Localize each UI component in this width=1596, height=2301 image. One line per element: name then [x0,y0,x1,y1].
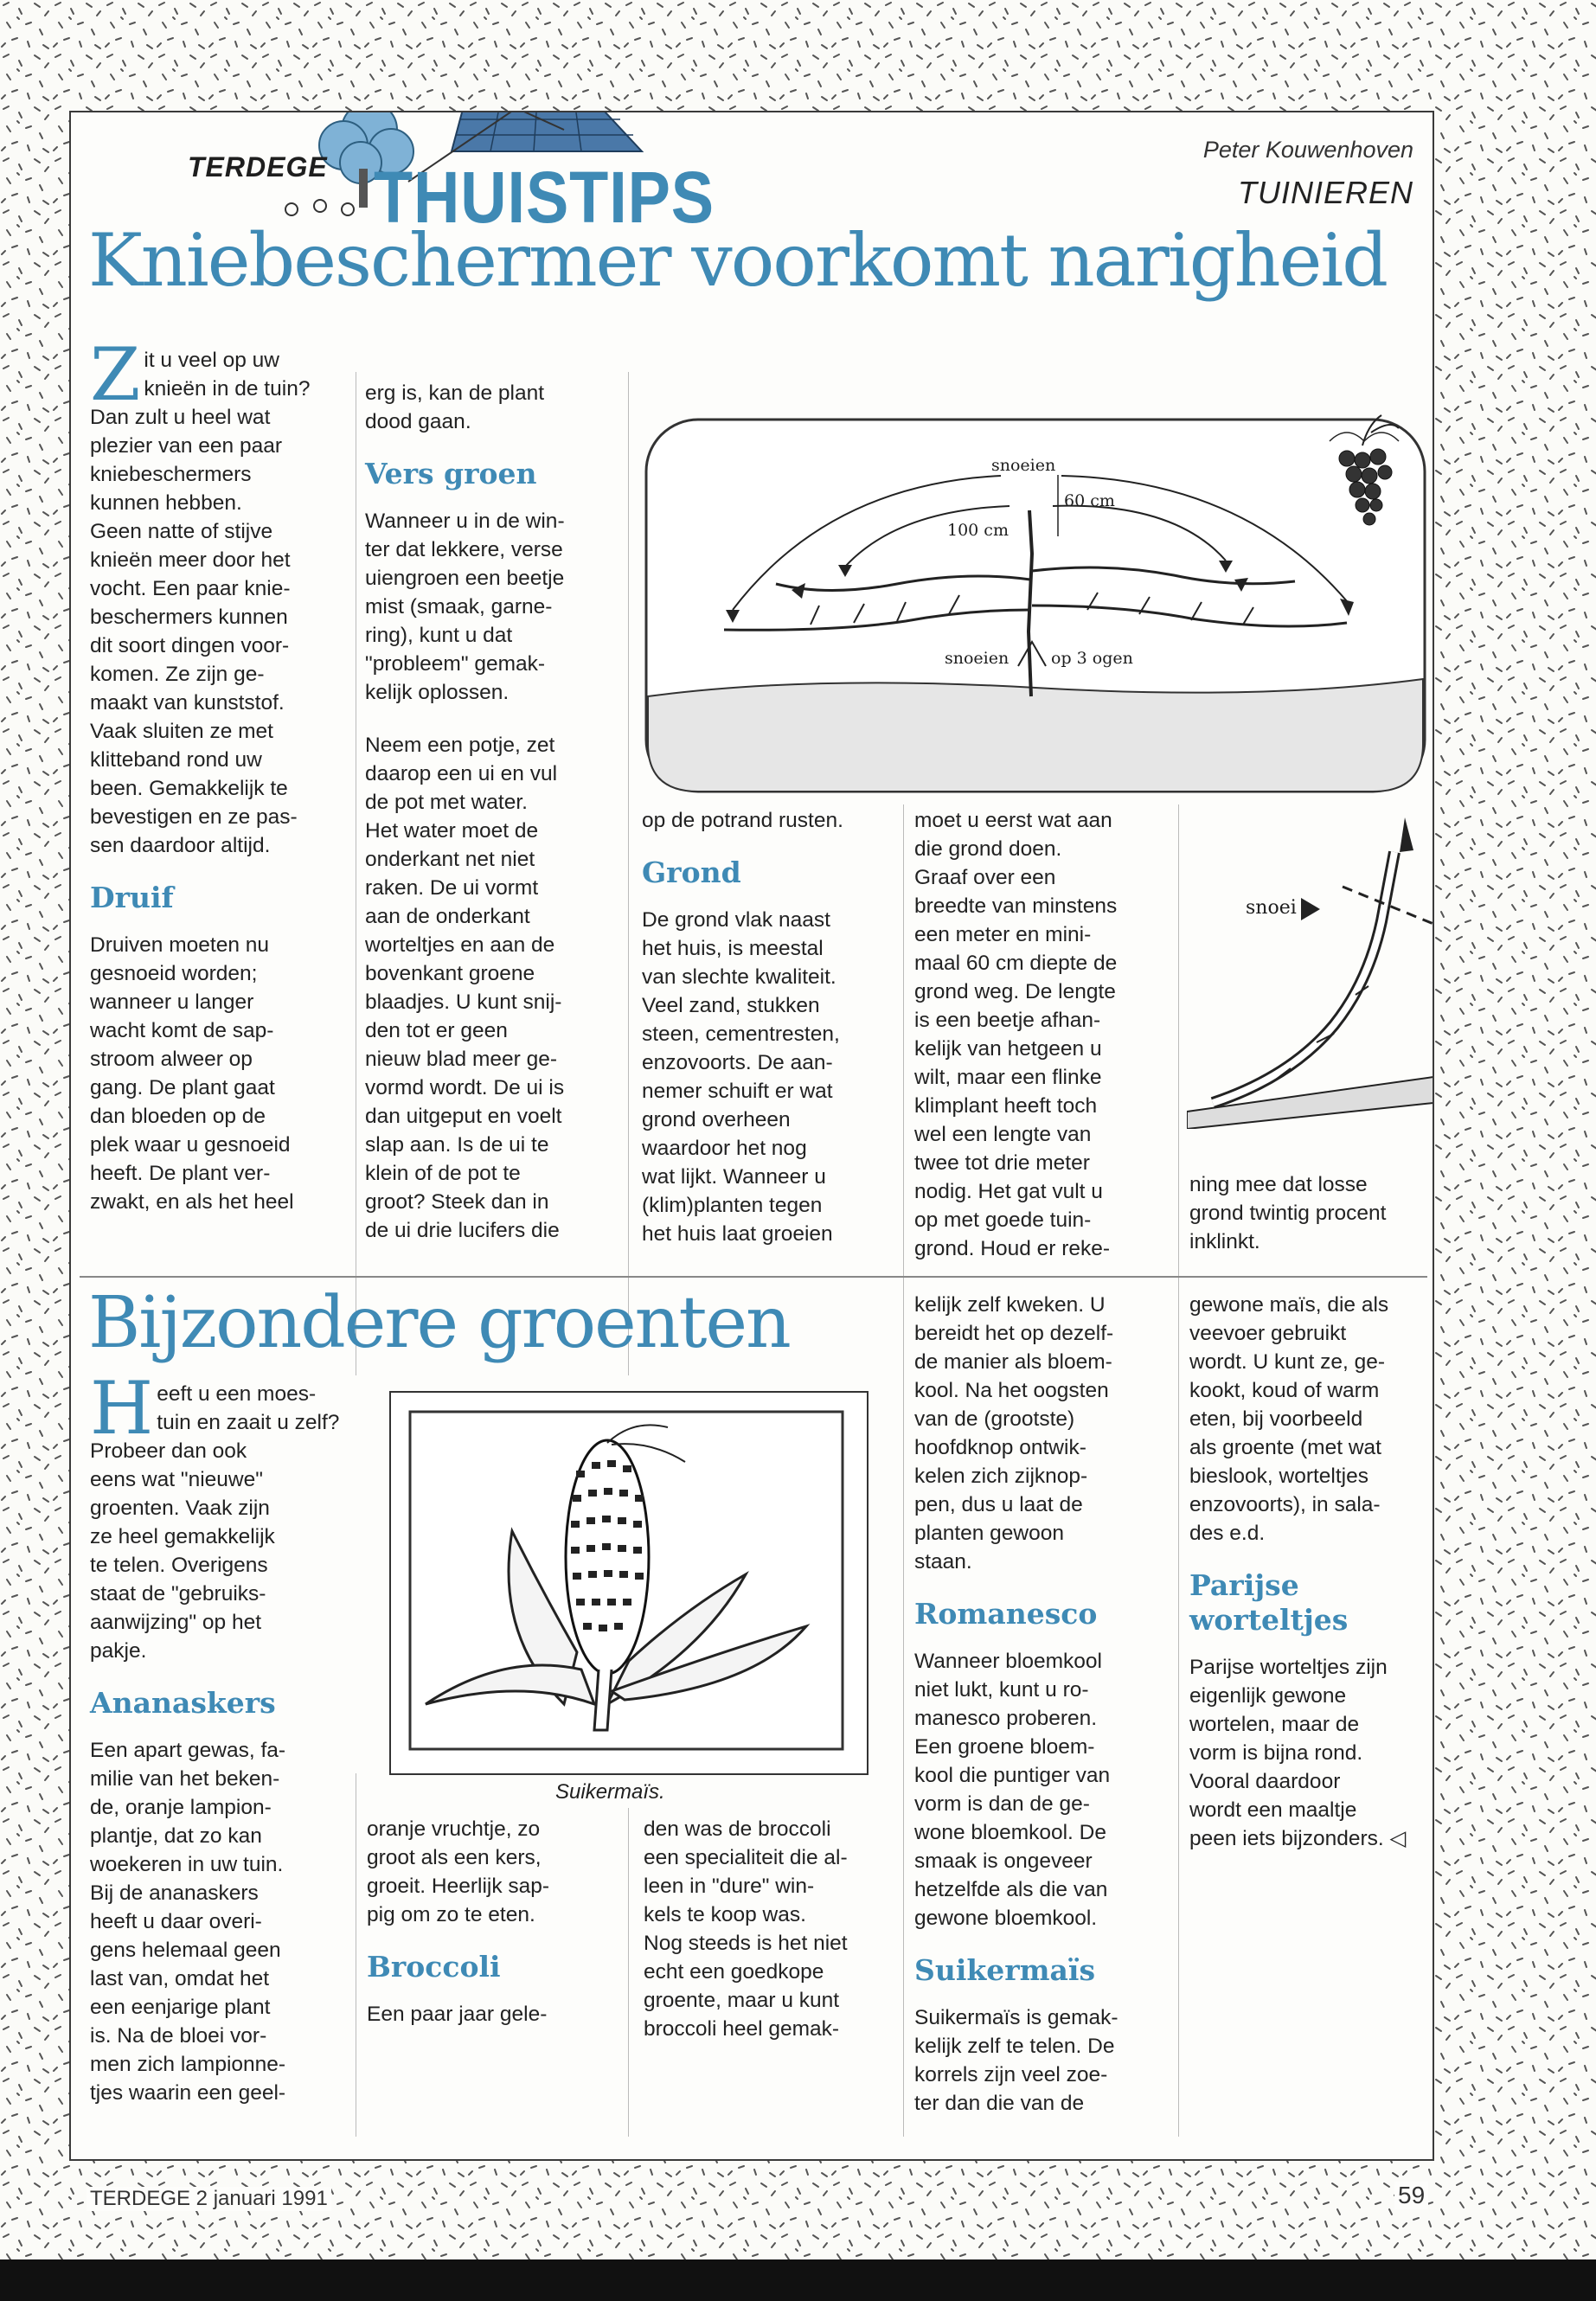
article2-romanesco-text: Wanneer bloemkool niet lukt, kunt u ro- manesco proberen. Een groene bloem- kool die puntiger van vorm is dan de ge- wone bloemkool. De smaak is ongeveer hetzelfde als die van gewone bloemkool. [914,1650,1111,1930]
subheading-romanesco: Romanesco [914,1597,1098,1631]
article2-col5-lead: gewone maïs, die als veevoer gebruikt wordt. U kunt ze, ge- kookt, koud of warm eten, bij voorbeeld als groente (met wat bieslook, worteltjes enzovoorts), in sala- des e.d. [1189,1293,1389,1545]
article1-col4-text: moet u eerst wat aan die grond doen. Graaf over een breedte van minstens een meter en mini- maal 60 cm diepte de grond weg. De lengte is een beetje afhan- kelijk van hetgeen u wilt, maar een flinke klimplant heeft toch wel een lengte van twee tot drie meter nodig. Het gat vult u op met goede tuin- grond. Houd er reke- [914,809,1118,1260]
article2-suikermais-text: Suikermaïs is gemak- kelijk zelf te telen. De korrels zijn veel zoe- ter dan die van de [914,2006,1118,2115]
subheading-parijse-worteltjes: Parijse worteltjes [1189,1568,1349,1637]
grape-pruning-diagram [638,398,1429,800]
corn-caption: Suikermaïs. [555,1780,665,1804]
snoei-arrow-icon [1301,898,1320,920]
bottom-bar [0,2259,1596,2301]
article1-column-5 [1189,1170,1434,1256]
vine-branch-svg [1187,817,1433,1129]
footer-publication: TERDEGE 2 januari 1991 [87,2187,331,2211]
article1-col3-lead: op de potrand rusten. [642,809,843,832]
diagram-label-op-3-ogen: op 3 ogen [1051,649,1133,668]
article1-vers-groen-text: Wanneer u in de win- ter dat lekkere, verse uiengroen een beetje mist (smaak, garne- ring), kunt u dat "probleem" gemak- kelijk oplossen. [365,510,565,704]
article2-col3-text: den was de broccoli een specialiteit die al- leen in "dure" win- kels te koop was. Nog steeds is het niet echt een goedkope groente, maar u kunt broccoli heel gemak- [644,1817,848,2041]
section-logo-thuistips: THUISTIPS [374,157,715,238]
dropcap-h: H [90,1366,154,1451]
column-divider [903,1289,904,2137]
brand-terdege: TERDEGE [188,151,328,183]
corn-cob-svg [391,1393,863,1770]
column-divider [628,372,629,1375]
diagram-label-snoeien-bottom: snoeien [945,649,1010,668]
footer-page-number: 59 [1394,2182,1428,2209]
snoei-label: snoei [1246,897,1297,919]
article1-column-2 [365,379,616,1245]
article2-col2-lead: oranje vruchtje, zo groot als een kers, groeit. Heerlijk sap- pig om zo te eten. [367,1817,550,1926]
article1-column-1 [90,332,349,1216]
subheading-druif: Druif [90,881,174,914]
article1-intro: it u veel op uw knieën in de tuin? Dan zult u heel wat plezier van een paar kniebeschermers kunnen hebben. Geen natte of stijve knieën meer door het vocht. Een paar knie- beschermers kunnen dit soort dingen voor- komen. Ze zijn ge- maakt van kunststof. Vaak sluiten ze met klitteband rond uw been. Gemakkelijk te bevestigen en ze pas- sen daardoor altijd. [90,349,311,857]
column-divider [1178,1289,1179,2137]
subheading-suikermais: Suikermaïs [914,1953,1096,1987]
article-divider [80,1276,1427,1278]
subheading-ananaskers: Ananaskers [90,1686,276,1720]
article1-column-3 [642,806,893,1248]
article2-ananaskers-text: Een apart gewas, fa- milie van het beken- de, oranje lampion- plantje, dat zo kan woekeren in uw tuin. Bij de ananaskers heeft u daar overi- gens helemaal geen last van, omdat het een eenjarige plant is. Na de bloei vor- men zich lampionne- tjes waarin een geel- [90,1739,286,2105]
magazine-page [69,111,1434,2161]
article1-col2-lead: erg is, kan de plant dood gaan. [365,381,545,433]
diagram-label-snoeien-top: snoeien [988,456,1059,475]
article1-title: Kniebeschermer voorkomt narigheid [88,218,1388,303]
article1-column-4 [914,806,1170,1263]
article1-potje-text: Neem een potje, zet daarop een ui en vul de pot met water. Het water moet de onderkant net niet raken. De ui vormt aan de onderkant worteltjes en aan de bovenkant groene blaadjes. U kunt snij- den tot er geen nieuw blad meer ge- vormd wordt. De ui is dan uitgeput en voelt slap aan. Is de ui te klein of de pot te groot? Steek dan in de ui drie lucifers die [365,734,565,1242]
article1-col5-text: ning mee dat losse grond twintig procent inklinkt. [1189,1173,1387,1253]
article2-broccoli-text: Een paar jaar gele- [367,2003,548,2026]
subheading-grond: Grond [642,856,741,889]
diagram-label-100cm: 100 cm [945,521,1011,540]
subheading-broccoli: Broccoli [367,1950,501,1984]
article2-column-2 [367,1815,618,2029]
column-divider [628,1808,629,2137]
vine-snoei-illustration [1187,817,1433,1129]
subheading-vers-groen: Vers groen [365,457,537,490]
author: Peter Kouwenhoven [1202,137,1413,163]
article2-parijse-text: Parijse worteltjes zijn eigenlijk gewone wortelen, maar de vorm is bijna rond. Vooral daardoor wordt een maaltje peen iets bijzonders. ◁ [1189,1656,1407,1850]
header-logo [97,111,754,238]
corn-illustration [389,1391,869,1775]
diagram-label-60cm: 60 cm [1064,491,1115,510]
article2-col4-lead: kelijk zelf kweken. U bereidt het op dezelf- de manier als bloem- kool. Na het oogsten van de (grootste) hoofdknop ontwik- kelen zich zijknop- pen, dus u laat de planten gewoon staan. [914,1293,1114,1574]
article2-title: Bijzondere groenten [88,1282,790,1364]
category-label: TUINIEREN [1237,175,1413,210]
article2-column-4 [914,1291,1170,2118]
article2-column-5 [1189,1291,1434,1853]
article2-intro: eeft u een moes- tuin en zaait u zelf? Probeer dan ook eens wat "nieuwe" groenten. Vaak zijn ze heel gemakkelijk te telen. Overigens staat de "gebruiks- aanwijzing" op het pakje. [90,1382,340,1663]
article1-druif-text: Druiven moeten nu gesnoeid worden; wanneer u langer wacht komt de sap- stroom alweer op gang. De plant gaat dan bloeden op de plek waar u gesnoeid heeft. De plant ver- zwakt, en als het heel [90,933,294,1214]
article2-column-1 [90,1366,349,2107]
dropcap-z: Z [90,332,141,417]
article2-column-3 [644,1815,894,2043]
article1-grond-text: De grond vlak naast het huis, is meestal van slechte kwaliteit. Veel zand, stukken steen, cementresten, enzovoorts. De aan- nemer schuift er wat grond overheen waardoor het nog wat lijkt. Wanneer u (klim)planten tegen het huis laat groeien [642,908,840,1246]
